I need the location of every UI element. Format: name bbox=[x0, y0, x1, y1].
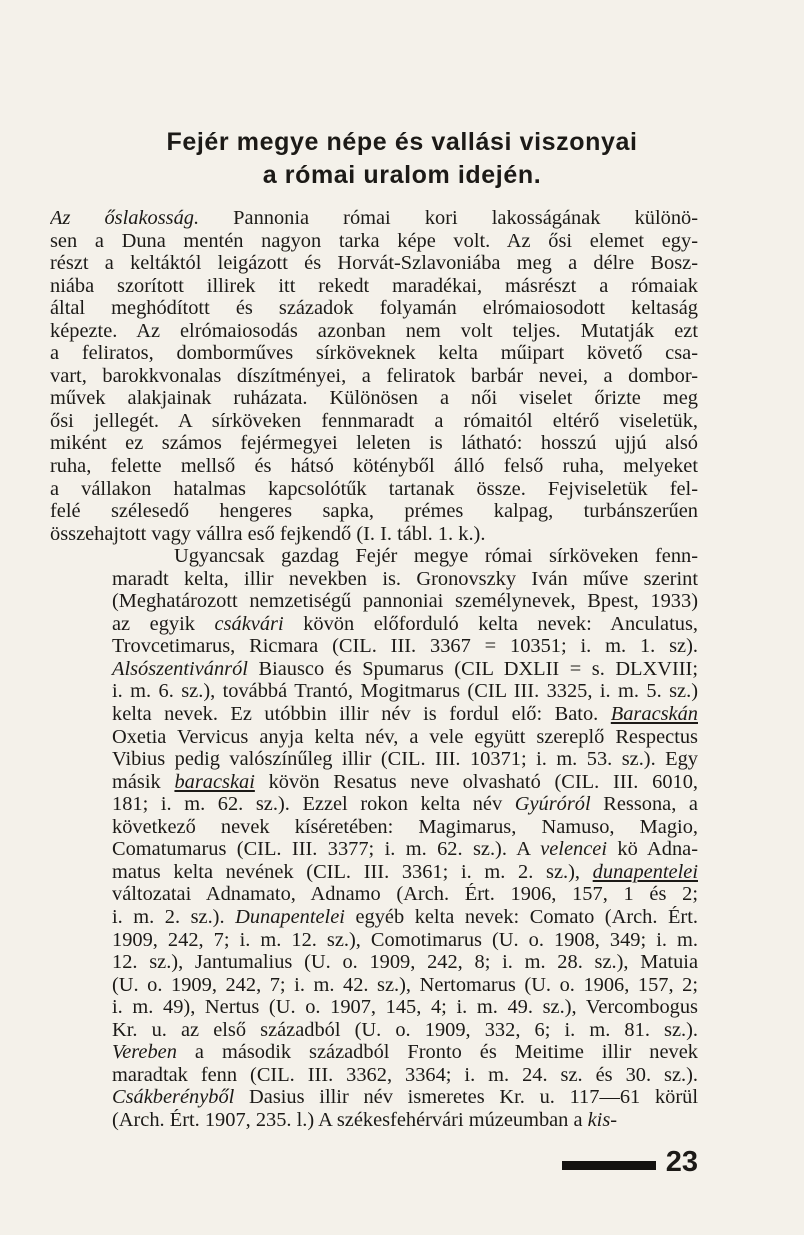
text-segment: változatai Adnamato, Adnamo (Arch. Ért. 1906, 157, 1 és 2; bbox=[112, 883, 698, 906]
text-segment: által meghódított és századok folyamán elrómaiosodott keltaság bbox=[50, 297, 698, 320]
page-footer bbox=[562, 1144, 698, 1180]
text-segment: ruha, felette mellső és hátsó kötényből álló felső ruha, melyeket bbox=[50, 455, 698, 478]
body-text bbox=[50, 207, 698, 1131]
text-segment: a második századból Fronto és Meitime illir nevek bbox=[176, 1041, 698, 1064]
text-line bbox=[50, 771, 698, 794]
text-segment: vart, barokkvonalas díszítményei, a feliratok barbár nevei, a dombor- bbox=[50, 364, 698, 387]
text-line bbox=[50, 252, 698, 275]
text-line bbox=[50, 410, 698, 433]
text-segment: összehajtott vagy vállra eső fejkendő (I. I. tábl. 1. k.). bbox=[50, 522, 486, 545]
text-line bbox=[50, 635, 698, 658]
text-segment: kövön előforduló kelta nevek: Anculatus, bbox=[283, 612, 698, 635]
text-segment: 181; i. m. 62. sz.). Ezzel rokon kelta név bbox=[112, 793, 515, 816]
place-name: baracskai bbox=[174, 770, 255, 793]
text-segment: (U. o. 1909, 242, 7; i. m. 42. sz.), Nertomarus (U. o. 1906, 157, 2; bbox=[112, 973, 698, 996]
place-name: Dunapentelei bbox=[235, 905, 345, 928]
text-line bbox=[50, 568, 698, 591]
text-segment: kö Adna- bbox=[606, 838, 698, 861]
place-name: Alsószentivánról bbox=[112, 657, 248, 680]
text-line bbox=[50, 523, 698, 546]
place-name: dunapentelei bbox=[592, 860, 698, 883]
text-line bbox=[50, 478, 698, 501]
text-segment: 12. sz.), Jantumalius (U. o. 1909, 242, 8; i. m. 28. sz.), Matuia bbox=[112, 951, 698, 974]
text-line bbox=[50, 793, 698, 816]
text-line bbox=[50, 387, 698, 410]
text-segment: (Meghatározott nemzetiségű pannoniai személynevek, Bpest, 1933) bbox=[112, 590, 698, 613]
footer-rule bbox=[562, 1161, 656, 1170]
text-segment: művek alakjainak ruházata. Különösen a női viselet őrizte meg bbox=[50, 387, 698, 410]
text-segment: Oxetia Vervicus anyja kelta név, a vele együtt szereplő Respectus bbox=[112, 725, 698, 748]
text-segment: a feliratos, domborműves sírköveknek kelta műipart követő csa- bbox=[50, 342, 698, 365]
text-line bbox=[50, 748, 698, 771]
text-line bbox=[50, 974, 698, 997]
text-line bbox=[50, 1109, 698, 1132]
text-segment: i. m. 6. sz.), továbbá Trantó, Mogitmarus (CIL III. 3325, i. m. 5. sz.) bbox=[112, 680, 698, 703]
text-segment: kelta nevek. Ez utóbbin illir név is fordul elő: Bato. bbox=[112, 703, 611, 726]
text-segment: ősi jellegét. A sírköveken fennmaradt a rómaitól eltérő viseletük, bbox=[50, 409, 698, 432]
text-line bbox=[50, 658, 698, 681]
text-line bbox=[50, 726, 698, 749]
place-name: velencei bbox=[540, 838, 607, 861]
text-segment: Biausco és Spumarus (CIL DXLII = s. DLXVIII; bbox=[247, 657, 698, 680]
place-name: Gyúróról bbox=[514, 793, 591, 816]
text-line bbox=[50, 929, 698, 952]
text-segment: Trovcetimarus, Ricmara (CIL. III. 3367 = 10351; i. m. 1. sz). bbox=[112, 635, 698, 658]
text-segment: következő nevek kíséretében: Magimarus, Namuso, Magio, bbox=[112, 815, 698, 838]
text-line bbox=[50, 590, 698, 613]
text-line bbox=[50, 297, 698, 320]
text-line bbox=[50, 838, 698, 861]
text-segment: Ressona, a bbox=[590, 793, 698, 816]
text-segment: Comatumarus (CIL. III. 3377; i. m. 62. sz.). A bbox=[112, 838, 541, 861]
text-segment: i. m. 2. sz.). bbox=[112, 905, 236, 928]
text-segment: miként ez számos fejérmegyei leleten is látható: hosszú ujjú alsó bbox=[50, 432, 698, 455]
text-line bbox=[50, 455, 698, 478]
text-line bbox=[50, 207, 698, 230]
paragraph bbox=[50, 207, 698, 545]
text-line bbox=[50, 432, 698, 455]
text-segment: 1909, 242, 7; i. m. 12. sz.), Comotimarus (U. o. 1908, 349; i. m. bbox=[112, 928, 698, 951]
text-line bbox=[50, 951, 698, 974]
place-name: csákvári bbox=[214, 612, 284, 635]
text-segment: i. m. 49), Nertus (U. o. 1907, 145, 4; i. m. 49. sz.), Vercombogus bbox=[112, 996, 698, 1019]
text-segment: az egyik bbox=[112, 612, 215, 635]
text-segment: Vibius pedig valószínűleg illir (CIL. III. 10371; i. m. 53. sz.). Egy bbox=[112, 748, 698, 771]
place-name: kis- bbox=[587, 1108, 618, 1131]
text-segment: Pannonia római kori lakosságának különö- bbox=[199, 207, 698, 229]
text-line bbox=[50, 1019, 698, 1042]
text-line bbox=[50, 365, 698, 388]
page-title-line-2: a római uralom idején. bbox=[262, 161, 542, 189]
text-segment: niába szorított illirek itt rekedt maradékai, másrészt a rómaiak bbox=[50, 274, 698, 297]
text-line bbox=[50, 1086, 698, 1109]
text-segment: képezte. Az elrómaiosodás azonban nem volt teljes. Mutatják ezt bbox=[50, 319, 698, 342]
place-name: Vereben bbox=[112, 1041, 177, 1064]
text-line bbox=[50, 861, 698, 884]
page-number: 23 bbox=[665, 1146, 698, 1178]
text-segment: Dasius illir név ismeretes Kr. u. 117—61 körül bbox=[234, 1086, 698, 1109]
text-line bbox=[50, 500, 698, 523]
place-name: Baracskán bbox=[610, 703, 698, 726]
paragraph bbox=[50, 545, 698, 1131]
text-segment: a vállakon hatalmas kapcsolótűk tartanak össze. Fejviseletük fel- bbox=[50, 477, 698, 500]
text-line bbox=[50, 906, 698, 929]
text-segment: felé szélesedő hengeres sapka, prémes kalpag, turbánszerűen bbox=[50, 500, 698, 523]
text-line bbox=[50, 1041, 698, 1064]
text-segment: Ugyancsak gazdag Fejér megye római sírköveken fenn- bbox=[174, 545, 698, 568]
text-segment: részt a keltáktól leigázott és Horvát-Szlavoniába meg a délre Bosz- bbox=[50, 252, 698, 275]
place-name: Csákberényből bbox=[112, 1086, 235, 1109]
text-line bbox=[50, 816, 698, 839]
text-segment: maradtak fenn (CIL. III. 3362, 3364; i. m. 24. sz. és 30. sz.). bbox=[112, 1063, 698, 1086]
text-line bbox=[50, 230, 698, 253]
text-segment: Kr. u. az első századból (U. o. 1909, 332, 6; i. m. 81. sz.). bbox=[112, 1018, 698, 1041]
text-line bbox=[50, 342, 698, 365]
text-line bbox=[50, 883, 698, 906]
text-segment: másik bbox=[112, 770, 175, 793]
text-line bbox=[50, 275, 698, 298]
page-title-line-1: Fejér megye népe és vallási viszonyai bbox=[166, 128, 638, 156]
text-segment: matus kelta nevének (CIL. III. 3361; i. m. 2. sz.), bbox=[112, 860, 593, 883]
place-name: Az őslakosság. bbox=[50, 207, 200, 229]
text-line bbox=[50, 545, 698, 568]
text-segment: (Arch. Ért. 1907, 235. l.) A székesfehérvári múzeumban a bbox=[112, 1108, 588, 1131]
text-line bbox=[50, 996, 698, 1019]
text-line bbox=[50, 680, 698, 703]
text-line bbox=[50, 613, 698, 636]
text-line bbox=[50, 1064, 698, 1087]
text-segment: egyéb kelta nevek: Comato (Arch. Ért. bbox=[344, 905, 698, 928]
text-segment: sen a Duna mentén nagyon tarka képe volt. Az ősi elemet egy- bbox=[50, 229, 698, 252]
text-line bbox=[50, 320, 698, 343]
text-segment: maradt kelta, illir nevekben is. Gronovszky Iván műve szerint bbox=[112, 567, 698, 590]
text-segment: kövön Resatus neve olvasható (CIL. III. 6010, bbox=[254, 770, 698, 793]
text-line bbox=[50, 703, 698, 726]
